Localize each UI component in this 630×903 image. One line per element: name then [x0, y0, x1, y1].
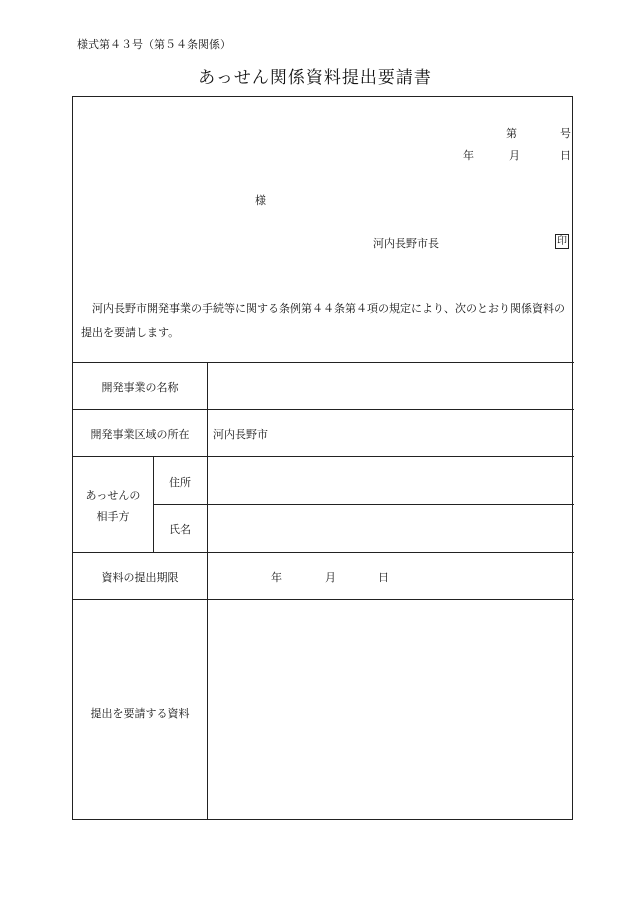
deadline-nen: 年	[271, 571, 282, 584]
mayor-title: 河内長野市長	[373, 237, 439, 250]
request-body-text: 河内長野市開発事業の手続等に関する条例第４４条第４項の規定により、次のとおり関係資料の提出を要請します。	[81, 302, 565, 339]
rule-top-table	[73, 362, 574, 363]
name-label: 氏名	[169, 523, 191, 536]
project-name-label: 開発事業の名称	[101, 381, 179, 394]
rule-label-divider	[207, 362, 208, 820]
rule-address-name	[153, 504, 574, 505]
date-nen: 年	[463, 149, 474, 162]
deadline-label: 資料の提出期限	[101, 571, 179, 584]
page-title: あっせん関係資料提出要請書	[198, 68, 432, 88]
requested-docs-label: 提出を要請する資料	[90, 707, 190, 720]
rule-after-deadline	[73, 599, 574, 600]
seal-mark: 印	[557, 236, 567, 247]
deadline-tsuki: 月	[325, 571, 336, 584]
rule-after-name	[73, 409, 574, 410]
project-location-value: 河内長野市	[213, 428, 268, 441]
rule-after-party	[73, 552, 574, 553]
party-label-line1: あっせんの	[85, 489, 141, 502]
form-code: 様式第４３号（第５４条関係）	[77, 38, 231, 51]
rule-after-location	[73, 456, 574, 457]
form-sheet	[72, 96, 573, 820]
deadline-hi: 日	[378, 571, 389, 584]
date-tsuki: 月	[509, 149, 520, 162]
party-label-line2: 相手方	[96, 510, 130, 523]
date-hi: 日	[560, 149, 571, 162]
number-go: 号	[560, 127, 571, 140]
project-location-label: 開発事業区域の所在	[90, 428, 190, 441]
addressee-sama: 様	[255, 194, 266, 207]
number-dai: 第	[506, 127, 517, 140]
address-label: 住所	[169, 476, 191, 489]
rule-party-divider	[153, 456, 154, 552]
